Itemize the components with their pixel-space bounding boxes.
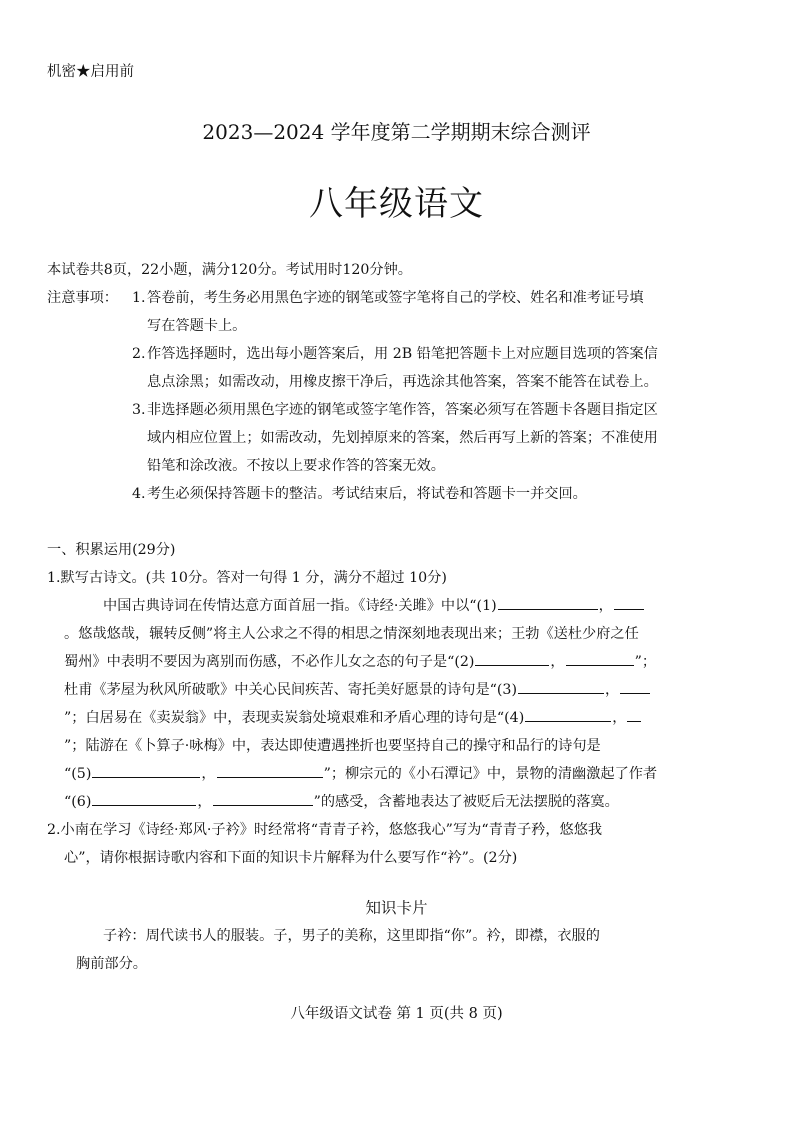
question-2-line-1: 2.小南在学习《诗经·郑风·子衿》时经常将“青青子衿，悠悠我心”写为“青青子矜，悠悠我 bbox=[47, 822, 603, 838]
notice-item-2-line-1: 作答选择题时，选出每小题答案后，用 2B 铅笔把答题卡上对应题目选项的答案信 bbox=[147, 346, 658, 362]
subject-title: 八年级语文 bbox=[309, 184, 484, 224]
answer-blank-5a[interactable] bbox=[92, 762, 200, 778]
knowledge-card-line-1: 子衿：周代读书人的服装。子，男子的美称，这里即指“你”。衿，即襟，衣服的 bbox=[103, 928, 600, 944]
notice-item-1-num: 1. bbox=[132, 290, 146, 306]
exam-title: 2023—2024 学年度第二学期期末综合测评 bbox=[202, 120, 591, 144]
answer-blank-2b[interactable] bbox=[566, 650, 634, 666]
page-footer: 八年级语文试卷 第 1 页(共 8 页) bbox=[290, 1006, 503, 1022]
notice-item-3-line-3: 铅笔和涂改液。不按以上要求作答的答案无效。 bbox=[147, 458, 445, 474]
answer-blank-1b[interactable] bbox=[614, 594, 644, 610]
q1-passage-line-2: 。悠哉悠哉，辗转反侧”将主人公求之不得的相思之情深刻地表现出来；王勃《送杜少府之任 bbox=[64, 626, 639, 642]
q1-passage-line-5: ”；白居易在《卖炭翁》中，表现卖炭翁处境艰难和矛盾心理的诗句是“(4) ， bbox=[64, 704, 642, 732]
section-heading: 一、积累运用(29分) bbox=[47, 542, 176, 558]
notice-item-3-line-1: 非选择题必须用黑色字迹的钢笔或签字笔作答，答案必须写在答题卡各题目指定区 bbox=[147, 402, 658, 418]
notice-item-4-line-1: 考生必须保持答题卡的整洁。考试结束后，将试卷和答题卡一并交回。 bbox=[147, 486, 587, 502]
question-1-stem: 1.默写古诗文。(共 10分。答对一句得 1 分，满分不超过 10分) bbox=[47, 570, 447, 586]
answer-blank-1a[interactable] bbox=[498, 594, 598, 610]
notice-label: 注意事项： bbox=[47, 290, 118, 306]
confidential-mark: 机密★启用前 bbox=[47, 64, 134, 80]
notice-item-1-line-1: 答卷前，考生务必用黑色字迹的钢笔或签字笔将自己的学校、姓名和准考证号填 bbox=[147, 290, 644, 306]
knowledge-card-line-2: 胸前部分。 bbox=[76, 956, 147, 972]
q1-passage-line-1: 中国古典诗词在传情达意方面首屈一指。《诗经·关雎》中以“(1) ， bbox=[103, 592, 645, 620]
answer-blank-5b[interactable] bbox=[217, 762, 323, 778]
answer-blank-4a[interactable] bbox=[525, 706, 611, 722]
q1-passage-line-7: “(5) ， ”；柳宗元的《小石潭记》中，景物的清幽激起了作者 bbox=[64, 760, 657, 788]
answer-blank-3b[interactable] bbox=[620, 678, 650, 694]
question-2-line-2: 心”，请你根据诗歌内容和下面的知识卡片解释为什么要写作“衿”。(2分) bbox=[64, 850, 518, 866]
answer-blank-6b[interactable] bbox=[213, 790, 313, 806]
notice-item-2-num: 2. bbox=[132, 346, 146, 362]
notice-item-2-line-2: 息点涂黑；如需改动，用橡皮擦干净后，再选涂其他答案，答案不能答在试卷上。 bbox=[147, 374, 658, 390]
q1-passage-line-8: “(6) ， ”的感受，含蓄地表达了被贬后无法摆脱的落寞。 bbox=[64, 788, 619, 816]
notice-item-4-num: 4. bbox=[132, 486, 146, 502]
notice-item-3-num: 3. bbox=[132, 402, 146, 418]
answer-blank-3a[interactable] bbox=[518, 678, 604, 694]
q1-passage-line-3: 蜀州》中表明不要因为离别而伤感，不必作儿女之态的句子是“(2) ， ”； bbox=[64, 648, 656, 676]
answer-blank-4b[interactable] bbox=[627, 706, 641, 722]
q1-passage-line-6: ”；陆游在《卜算子·咏梅》中，表达即使遭遇挫折也要坚持自己的操守和品行的诗句是 bbox=[64, 738, 601, 754]
answer-blank-6a[interactable] bbox=[92, 790, 196, 806]
notice-item-1-line-2: 写在答题卡上。 bbox=[147, 318, 247, 334]
answer-blank-2a[interactable] bbox=[475, 650, 549, 666]
notice-item-3-line-2: 域内相应位置上；如需改动，先划掉原来的答案，然后再写上新的答案；不准使用 bbox=[147, 430, 658, 446]
knowledge-card-title: 知识卡片 bbox=[365, 899, 428, 917]
exam-intro: 本试卷共8页，22小题，满分120分。考试用时120分钟。 bbox=[47, 262, 412, 278]
q1-passage-line-4: 杜甫《茅屋为秋风所破歌》中关心民间疾苦、寄托美好愿景的诗句是“(3) ， bbox=[64, 676, 651, 704]
